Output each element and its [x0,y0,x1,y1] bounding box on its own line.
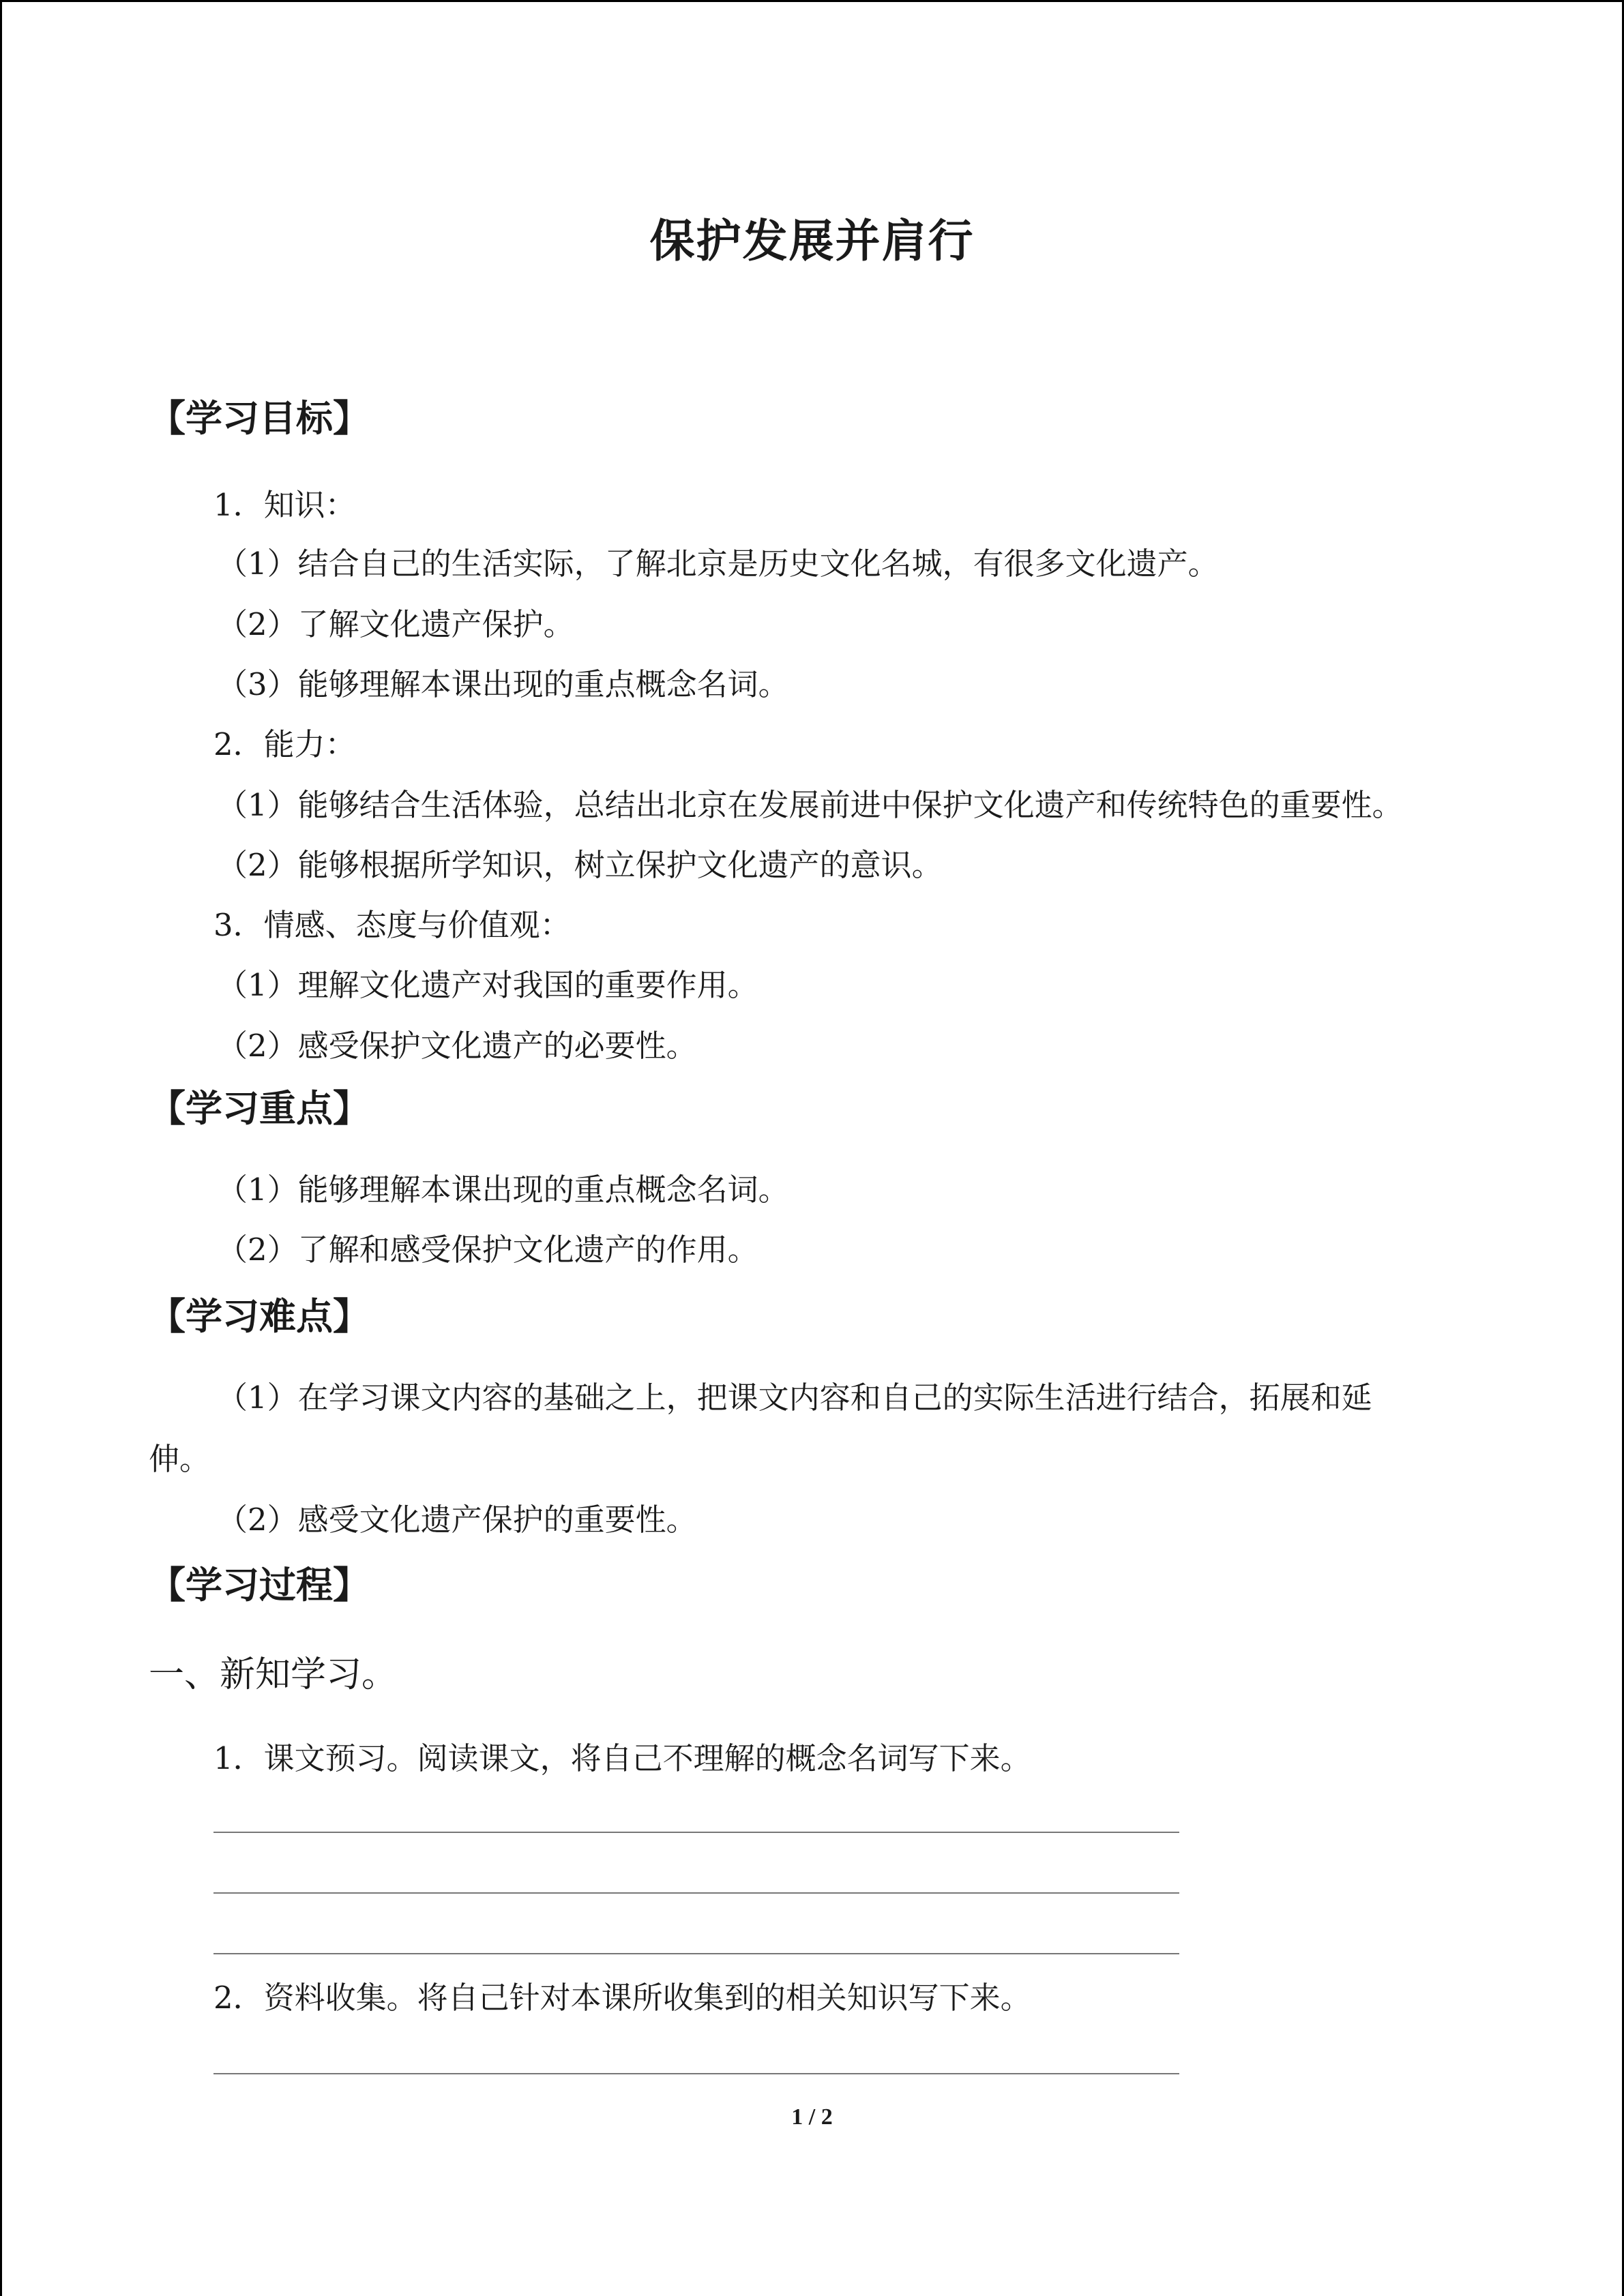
heading-key-points: 【学习重点】 [149,1087,370,1130]
list-item: （3）能够理解本课出现的重点概念名词。 [217,666,789,702]
heading-objectives: 【学习目标】 [149,397,370,440]
page-border [0,0,1624,2]
list-item: （2）了解文化遗产保护。 [217,606,574,642]
heading-process: 【学习过程】 [149,1564,370,1607]
list-item: （2）了解和感受保护文化遗产的作用。 [217,1232,758,1268]
list-item: （1）能够结合生活体验，总结出北京在发展前进中保护文化遗产和传统特色的重要性。 [217,787,1403,823]
answer-line[interactable] [213,1892,1179,1894]
page-number: 1 / 2 [791,2104,833,2130]
attitude-label: 3．情感、态度与价值观： [213,907,571,943]
task-preview: 1．课文预习。阅读课文，将自己不理解的概念名词写下来。 [213,1740,1031,1776]
paragraph-line: （1）在学习课文内容的基础之上，把课文内容和自己的实际生活进行结合，拓展和延 [217,1380,1372,1416]
knowledge-label: 1．知识： [213,487,356,523]
paragraph-line: 伸。 [149,1441,211,1477]
answer-line[interactable] [213,1953,1179,1954]
list-item: （1）能够理解本课出现的重点概念名词。 [217,1172,789,1208]
list-item: （2）能够根据所学知识，树立保护文化遗产的意识。 [217,847,943,883]
heading-difficulties: 【学习难点】 [149,1295,370,1338]
task-materials: 2．资料收集。将自己针对本课所收集到的相关知识写下来。 [213,1980,1031,2016]
list-item: （1）理解文化遗产对我国的重要作用。 [217,967,758,1003]
answer-line[interactable] [213,2073,1179,2074]
list-item: （1）结合自己的生活实际，了解北京是历史文化名城，有很多文化遗产。 [217,546,1219,582]
section-new-knowledge: 一、新知学习。 [149,1654,398,1695]
page-border-left [0,0,2,2296]
page-title: 保护发展并肩行 [649,215,975,267]
answer-line[interactable] [213,1832,1179,1833]
list-item: （2）感受文化遗产保护的重要性。 [217,1502,697,1538]
ability-label: 2．能力： [213,726,356,762]
list-item: （2）感受保护文化遗产的必要性。 [217,1028,697,1064]
